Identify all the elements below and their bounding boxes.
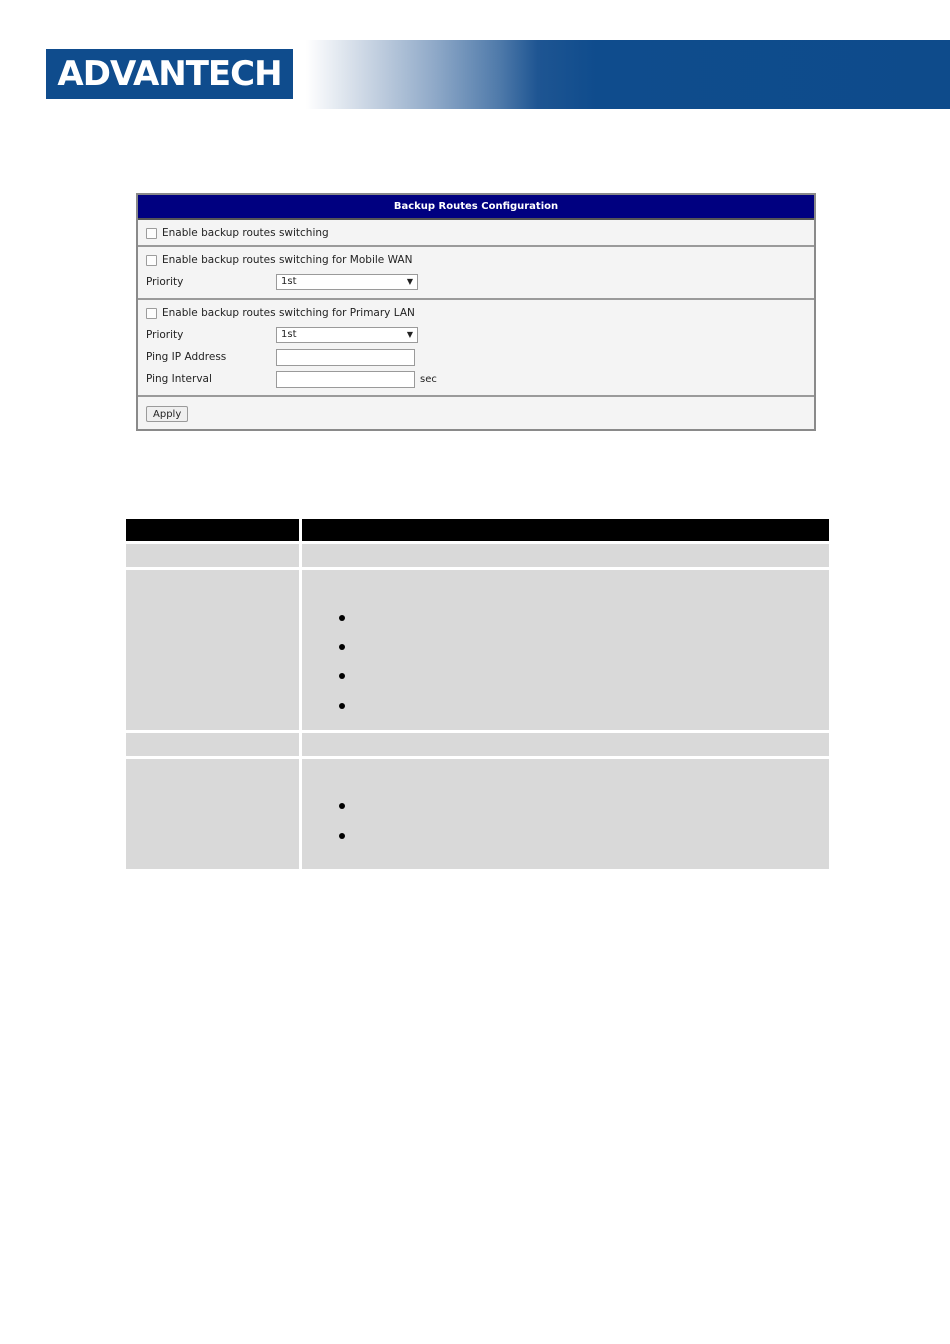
primary-lan-priority-value: 1st [281, 329, 297, 340]
table-row [126, 544, 829, 567]
general-section [138, 220, 814, 247]
mobile-wan-section [138, 247, 814, 300]
parameter-table [126, 519, 829, 872]
table-cell [302, 570, 829, 730]
table-row [126, 759, 829, 869]
mobile-wan-priority-value: 1st [281, 276, 297, 287]
bullet-icon [339, 615, 345, 621]
ping-interval-label: Ping Interval [146, 373, 212, 385]
ping-interval-input[interactable] [276, 371, 415, 388]
header-banner [306, 40, 950, 109]
dropdown-arrow-icon: ▼ [406, 330, 413, 339]
primary-lan-priority-label: Priority [146, 329, 184, 341]
table-header-row [126, 519, 829, 541]
table-cell [126, 570, 299, 730]
mobile-wan-priority-label: Priority [146, 276, 184, 288]
table-cell [126, 759, 299, 869]
enable-mobile-wan-label: Enable backup routes switching for Mobile WAN [162, 254, 413, 266]
table-cell [302, 733, 829, 756]
ping-ip-label: Ping IP Address [146, 351, 227, 363]
ping-interval-unit: sec [420, 373, 437, 385]
bullet-icon [339, 673, 345, 679]
table-header-cell [302, 519, 829, 541]
bullet-icon [339, 833, 345, 839]
dropdown-arrow-icon: ▼ [406, 277, 413, 286]
table-cell [302, 759, 829, 869]
table-header-cell [126, 519, 299, 541]
panel-title: Backup Routes Configuration [138, 195, 814, 220]
enable-switching-checkbox[interactable] [146, 228, 157, 239]
primary-lan-priority-select[interactable] [276, 327, 418, 343]
logo-text: ADVANTECH [57, 54, 282, 94]
bullet-icon [339, 703, 345, 709]
backup-routes-panel [136, 193, 816, 431]
table-cell [126, 733, 299, 756]
primary-lan-section [138, 300, 814, 397]
enable-primary-lan-checkbox[interactable] [146, 308, 157, 319]
table-cell [126, 544, 299, 567]
advantech-logo [46, 49, 293, 99]
mobile-wan-priority-select[interactable] [276, 274, 418, 290]
table-row [126, 733, 829, 756]
enable-mobile-wan-checkbox[interactable] [146, 255, 157, 266]
enable-primary-lan-label: Enable backup routes switching for Primary LAN [162, 307, 415, 319]
table-row [126, 570, 829, 730]
apply-section [138, 397, 814, 430]
bullet-icon [339, 644, 345, 650]
table-cell [302, 544, 829, 567]
apply-button[interactable]: Apply [146, 406, 188, 422]
ping-ip-input[interactable] [276, 349, 415, 366]
enable-switching-label: Enable backup routes switching [162, 227, 329, 239]
bullet-icon [339, 803, 345, 809]
